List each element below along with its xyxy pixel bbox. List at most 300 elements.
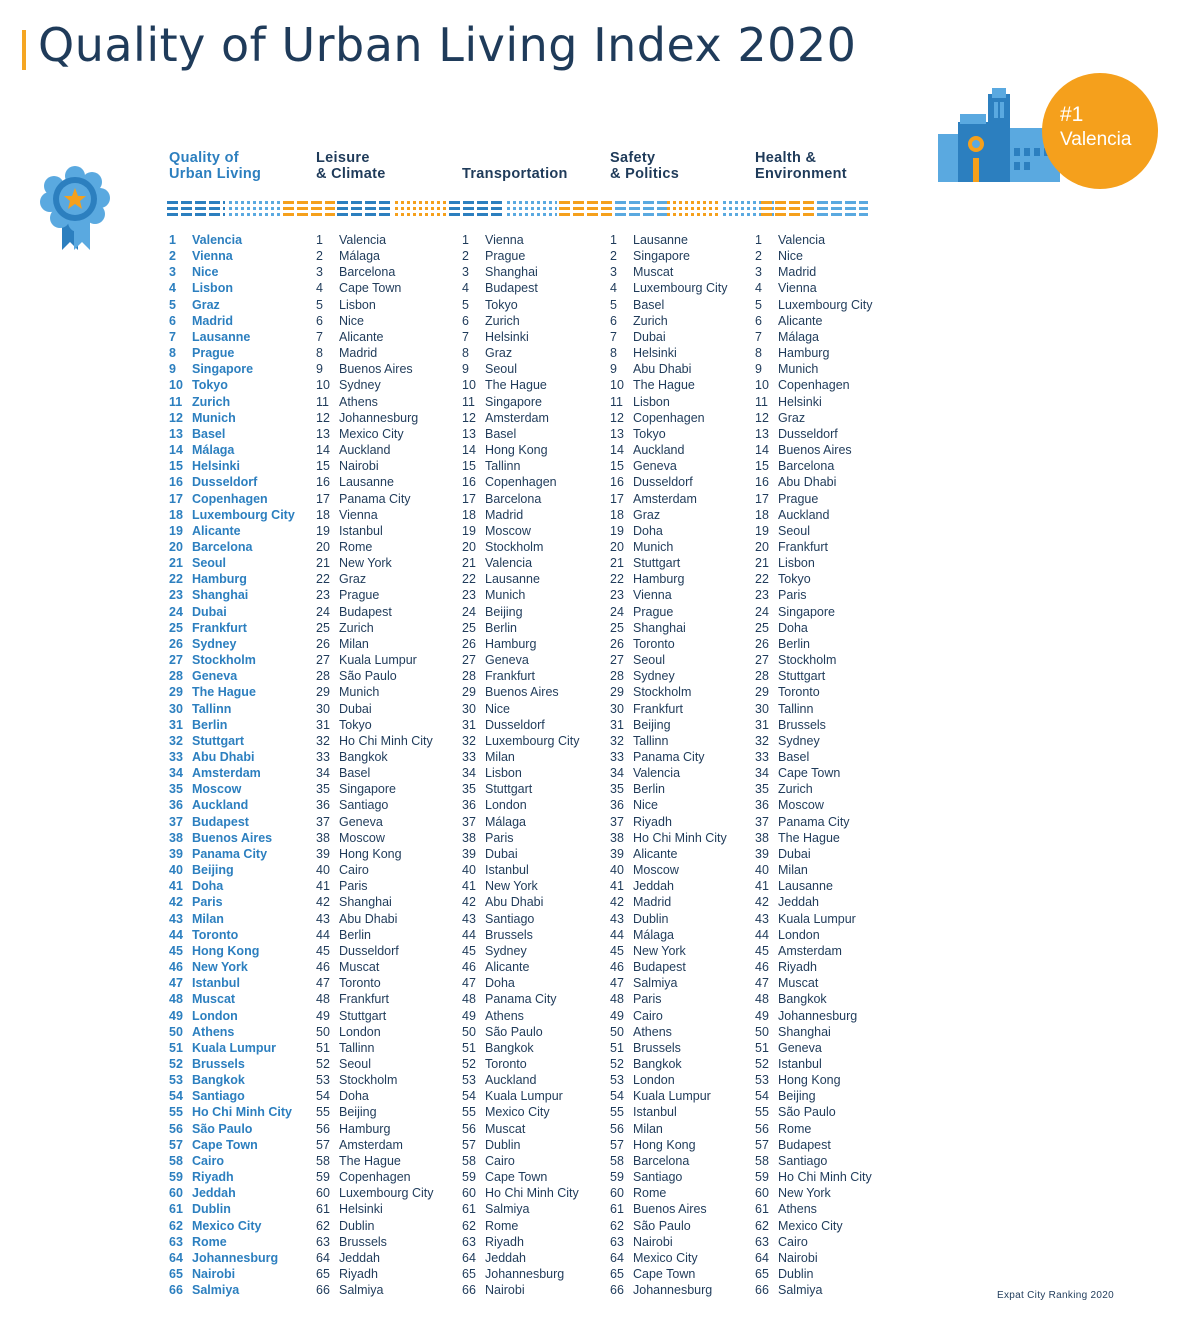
rank-number: 7	[610, 329, 617, 344]
rank-number: 21	[169, 556, 183, 571]
rank-number: 9	[755, 362, 762, 377]
rank-number: 66	[169, 1283, 183, 1298]
city-name: Berlin	[633, 782, 665, 797]
rank-number: 41	[462, 879, 476, 894]
rank-number: 11	[316, 394, 329, 409]
city-name: Lisbon	[192, 281, 233, 296]
city-name: Munich	[339, 685, 380, 700]
rank-number: 30	[755, 701, 769, 716]
rank-number: 11	[462, 394, 475, 409]
rank-number: 27	[316, 653, 330, 668]
city-name: Madrid	[485, 507, 524, 522]
city-name: Stockholm	[485, 539, 544, 554]
rank-number: 33	[755, 750, 769, 764]
rank-number: 40	[462, 863, 476, 878]
rank-number: 1	[610, 233, 617, 247]
rank-number: 50	[462, 1024, 476, 1039]
city-name: Geneva	[778, 1040, 822, 1055]
rank-number: 13	[316, 426, 330, 441]
city-name: Valencia	[485, 556, 533, 571]
rank-number: 37	[316, 814, 330, 829]
city-name: Cairo	[778, 1234, 808, 1249]
rank-number: 58	[755, 1153, 769, 1168]
rank-number: 30	[316, 701, 330, 716]
city-name: Dusseldorf	[633, 475, 693, 490]
city-name: Budapest	[633, 960, 686, 975]
rank-number: 1	[169, 233, 176, 247]
rank-number: 14	[169, 443, 183, 458]
city-name: Riyadh	[192, 1170, 234, 1185]
city-name: Helsinki	[778, 394, 822, 409]
city-name: Berlin	[339, 927, 371, 942]
rank-number: 55	[462, 1105, 476, 1120]
rank-number: 42	[316, 895, 330, 910]
rank-number: 38	[755, 830, 769, 845]
city-name: Doha	[778, 620, 808, 635]
rank-number: 47	[316, 976, 330, 991]
city-name: Budapest	[339, 604, 392, 619]
rank-number: 26	[316, 636, 330, 651]
rank-number: 29	[610, 685, 624, 700]
rank-number: 6	[755, 313, 762, 328]
rank-number: 18	[316, 507, 330, 522]
rank-number: 59	[462, 1170, 476, 1185]
city-name: Alicante	[633, 846, 678, 861]
rank-number: 2	[462, 249, 469, 264]
rank-number: 52	[462, 1056, 476, 1071]
rank-number: 21	[755, 556, 769, 571]
rank-number: 35	[755, 782, 769, 797]
city-name: Amsterdam	[339, 1137, 403, 1152]
city-name: Vienna	[192, 249, 233, 264]
city-name: Santiago	[633, 1170, 683, 1185]
rank-number: 8	[316, 346, 323, 361]
rank-number: 39	[462, 846, 476, 861]
city-name: Dubai	[633, 329, 666, 344]
city-name: Frankfurt	[485, 669, 536, 684]
city-name: Beijing	[778, 1089, 816, 1104]
city-name: Kuala Lumpur	[778, 911, 856, 926]
city-name: Buenos Aires	[339, 362, 413, 377]
city-name: Shanghai	[633, 620, 686, 635]
city-name: Singapore	[485, 394, 542, 409]
rank-number: 9	[610, 362, 617, 377]
rank-number: 10	[462, 378, 476, 393]
city-name: Jeddah	[192, 1186, 236, 1201]
city-name: Paris	[633, 992, 662, 1007]
city-name: Helsinki	[485, 329, 529, 344]
city-name: Stockholm	[778, 653, 837, 668]
rank-number: 46	[462, 960, 476, 975]
city-name: São Paulo	[633, 1218, 691, 1233]
city-name: Athens	[633, 1024, 672, 1039]
city-name: Hamburg	[192, 572, 247, 587]
city-name: Kuala Lumpur	[339, 653, 417, 668]
decorative-pattern-strip	[167, 199, 868, 217]
city-name: Salmiya	[778, 1283, 823, 1298]
rank-number: 18	[610, 507, 624, 522]
city-name: Rome	[192, 1234, 227, 1249]
rank-number: 51	[610, 1040, 624, 1055]
rank-number: 41	[610, 879, 624, 894]
rank-number: 66	[462, 1283, 476, 1298]
city-name: Alicante	[778, 313, 823, 328]
city-name: Johannesburg	[778, 1008, 858, 1023]
rank-number: 16	[316, 475, 330, 490]
city-name: Paris	[192, 895, 223, 910]
city-name: Istanbul	[633, 1105, 677, 1120]
rank-number: 55	[755, 1105, 769, 1120]
rank-number: 28	[462, 669, 476, 684]
city-name: Graz	[633, 507, 661, 522]
rank-number: 41	[169, 879, 183, 894]
rank-number: 32	[462, 733, 476, 748]
rank-number: 42	[169, 895, 183, 910]
city-name: Copenhagen	[778, 378, 850, 393]
rank-number: 25	[755, 620, 769, 635]
rank-number: 31	[169, 717, 183, 732]
city-name: Madrid	[192, 313, 233, 328]
city-name: Bangkok	[485, 1040, 534, 1055]
city-name: Johannesburg	[339, 410, 419, 425]
rank-number: 22	[755, 572, 769, 587]
rank-number: 36	[462, 798, 476, 813]
rank-number: 53	[755, 1073, 769, 1088]
city-name: Dusseldorf	[192, 475, 258, 490]
rank-number: 28	[316, 669, 330, 684]
rank-number: 45	[610, 943, 624, 958]
rank-number: 27	[169, 653, 183, 668]
rank-number: 20	[755, 539, 769, 554]
rank-number: 12	[610, 410, 624, 425]
rank-number: 62	[755, 1218, 769, 1233]
rank-number: 16	[462, 475, 476, 490]
city-name: Milan	[778, 863, 808, 878]
rank-number: 32	[610, 733, 624, 748]
city-name: Vienna	[485, 233, 524, 247]
city-name: Budapest	[192, 814, 249, 829]
city-name: Cape Town	[485, 1170, 548, 1185]
rank-number: 10	[316, 378, 330, 393]
city-name: Prague	[192, 346, 235, 361]
city-name: Munich	[778, 362, 819, 377]
city-name: Valencia	[339, 233, 387, 247]
city-name: Tokyo	[633, 426, 666, 441]
city-name: Brussels	[778, 717, 826, 732]
rank-number: 35	[610, 782, 624, 797]
rank-number: 39	[169, 846, 183, 861]
city-name: Tallinn	[778, 701, 814, 716]
rank-number: 23	[316, 588, 330, 603]
city-name: Copenhagen	[633, 410, 705, 425]
rank-number: 40	[316, 863, 330, 878]
rank-number: 36	[169, 798, 183, 813]
city-name: Madrid	[339, 346, 378, 361]
rank-number: 22	[169, 572, 183, 587]
city-name: The Hague	[485, 378, 547, 393]
city-name: Frankfurt	[192, 620, 247, 635]
city-name: Ho Chi Minh City	[633, 830, 727, 845]
rank-number: 40	[610, 863, 624, 878]
city-name: Cairo	[485, 1153, 515, 1168]
city-name: London	[192, 1008, 238, 1023]
rank-number: 38	[169, 830, 183, 845]
top-rank-label: #1	[1060, 103, 1084, 126]
rank-number: 23	[462, 588, 476, 603]
city-name: Toronto	[192, 927, 239, 942]
rank-number: 44	[169, 927, 183, 942]
rank-number: 47	[755, 976, 769, 991]
city-name: Singapore	[778, 604, 835, 619]
rank-number: 25	[169, 620, 183, 635]
rank-number: 54	[755, 1089, 769, 1104]
city-name: Lausanne	[192, 329, 251, 344]
rank-number: 25	[316, 620, 330, 635]
rank-number: 17	[610, 491, 624, 506]
city-name: The Hague	[633, 378, 695, 393]
city-name: Munich	[633, 539, 674, 554]
city-name: Cairo	[633, 1008, 663, 1023]
city-name: Hong Kong	[485, 443, 548, 458]
rank-number: 6	[316, 313, 323, 328]
city-name: Tallinn	[485, 459, 521, 474]
rank-number: 32	[755, 733, 769, 748]
city-name: Dubai	[339, 701, 372, 716]
rank-number: 8	[462, 346, 469, 361]
rank-number: 30	[462, 701, 476, 716]
rank-number: 44	[610, 927, 624, 942]
rank-number: 62	[610, 1218, 624, 1233]
city-name: Moscow	[339, 830, 385, 845]
city-name: Riyadh	[485, 1234, 524, 1249]
rank-number: 52	[169, 1056, 183, 1071]
city-name: Lausanne	[485, 572, 540, 587]
city-name: Istanbul	[339, 523, 383, 538]
rank-number: 6	[610, 313, 617, 328]
city-name: Málaga	[778, 329, 819, 344]
city-name: Lausanne	[339, 475, 394, 490]
city-name: Hamburg	[485, 636, 537, 651]
city-name: Auckland	[192, 798, 249, 813]
city-name: Milan	[633, 1121, 663, 1136]
rank-number: 53	[169, 1073, 183, 1088]
rank-number: 21	[610, 556, 624, 571]
city-name: Abu Dhabi	[778, 475, 837, 490]
city-name: Vienna	[633, 588, 672, 603]
city-name: Valencia	[192, 233, 243, 247]
city-name: Santiago	[485, 911, 535, 926]
rank-number: 63	[462, 1234, 476, 1249]
city-name: Dusseldorf	[778, 426, 838, 441]
rank-number: 48	[755, 992, 769, 1007]
rank-number: 58	[610, 1153, 624, 1168]
rank-number: 45	[755, 943, 769, 958]
rank-number: 20	[169, 539, 183, 554]
city-name: Dusseldorf	[339, 943, 399, 958]
city-name: Tallinn	[633, 733, 669, 748]
rank-number: 51	[316, 1040, 330, 1055]
rank-number: 52	[316, 1056, 330, 1071]
city-name: Amsterdam	[778, 943, 842, 958]
rank-number: 15	[169, 459, 183, 474]
city-name: Valencia	[633, 766, 681, 781]
rank-number: 4	[755, 281, 762, 296]
rank-number: 32	[169, 733, 183, 748]
city-name: Munich	[485, 588, 526, 603]
city-name: Luxembourg City	[339, 1186, 434, 1201]
rank-number: 57	[610, 1137, 624, 1152]
city-name: Johannesburg	[192, 1250, 279, 1265]
city-name: Hamburg	[778, 346, 830, 361]
city-name: Tokyo	[339, 717, 372, 732]
city-name: Buenos Aires	[485, 685, 559, 700]
rank-number: 2	[610, 249, 617, 264]
rank-number: 14	[462, 443, 476, 458]
rank-number: 36	[610, 798, 624, 813]
city-name: Budapest	[485, 281, 538, 296]
city-name: Basel	[778, 750, 810, 764]
rank-number: 49	[610, 1008, 624, 1023]
city-name: Athens	[778, 1202, 817, 1217]
rank-number: 18	[462, 507, 476, 522]
rank-number: 24	[316, 604, 330, 619]
city-name: Rome	[633, 1186, 667, 1201]
rank-number: 48	[316, 992, 330, 1007]
rank-number: 28	[755, 669, 769, 684]
rank-number: 50	[755, 1024, 769, 1039]
city-name: Nice	[339, 313, 365, 328]
rank-number: 7	[316, 329, 323, 344]
rank-number: 5	[169, 297, 176, 312]
city-name: Ho Chi Minh City	[192, 1105, 292, 1120]
rank-number: 24	[169, 604, 183, 619]
city-name: Stockholm	[192, 653, 256, 668]
rank-number: 56	[610, 1121, 624, 1136]
rank-number: 34	[610, 766, 624, 781]
rank-number: 51	[462, 1040, 476, 1055]
rank-number: 34	[316, 766, 330, 781]
rank-number: 59	[316, 1170, 330, 1185]
rank-number: 49	[169, 1008, 183, 1023]
rank-number: 37	[169, 814, 183, 829]
city-name: Kuala Lumpur	[192, 1040, 277, 1055]
rank-number: 57	[462, 1137, 476, 1152]
rank-number: 11	[169, 394, 183, 409]
rank-number: 24	[462, 604, 476, 619]
city-name: Vienna	[339, 507, 378, 522]
rank-number: 61	[610, 1202, 624, 1217]
city-name: Milan	[485, 750, 515, 764]
rank-number: 49	[755, 1008, 769, 1023]
rank-number: 20	[462, 539, 476, 554]
city-name: Moscow	[633, 863, 679, 878]
city-name: Auckland	[778, 507, 830, 522]
city-name: Frankfurt	[339, 992, 390, 1007]
city-name: Mexico City	[778, 1218, 843, 1233]
rank-number: 3	[755, 265, 762, 280]
city-name: Milan	[192, 911, 224, 926]
city-name: Jeddah	[633, 879, 675, 894]
rank-number: 64	[755, 1250, 769, 1265]
city-name: Panama City	[192, 846, 268, 861]
rank-number: 50	[316, 1024, 330, 1039]
city-name: Jeddah	[339, 1250, 381, 1265]
city-name: Santiago	[778, 1153, 828, 1168]
rank-number: 43	[610, 911, 624, 926]
rank-number: 44	[755, 927, 769, 942]
city-name: Paris	[485, 830, 514, 845]
rank-number: 62	[169, 1218, 183, 1233]
rank-number: 29	[169, 685, 183, 700]
rank-number: 46	[316, 960, 330, 975]
rank-number: 38	[610, 830, 624, 845]
city-name: Valencia	[778, 233, 826, 247]
rank-number: 56	[755, 1121, 769, 1136]
city-name: Dublin	[778, 1267, 814, 1281]
rank-number: 26	[610, 636, 624, 651]
city-name: Jeddah	[485, 1250, 527, 1265]
rank-number: 28	[169, 669, 183, 684]
city-name: Dublin	[485, 1137, 521, 1152]
city-name: Vienna	[778, 281, 817, 296]
city-name: Paris	[339, 879, 368, 894]
rank-number: 37	[462, 814, 476, 829]
rank-number: 30	[169, 701, 183, 716]
rank-number: 64	[462, 1250, 476, 1265]
city-name: Bangkok	[339, 750, 388, 764]
city-name: Berlin	[778, 636, 810, 651]
city-name: Abu Dhabi	[339, 911, 398, 926]
rank-number: 18	[169, 507, 183, 522]
city-name: Alicante	[485, 960, 530, 975]
city-name: Dubai	[485, 846, 518, 861]
city-name: Helsinki	[192, 459, 240, 474]
rank-number: 4	[462, 281, 469, 296]
city-name: New York	[633, 943, 686, 958]
rank-number: 50	[169, 1024, 183, 1039]
rank-number: 51	[169, 1040, 183, 1055]
city-name: Dublin	[633, 911, 669, 926]
rank-number: 15	[462, 459, 476, 474]
rank-number: 19	[316, 523, 330, 538]
header-transportation: Transportation	[462, 166, 568, 182]
city-name: Stockholm	[633, 685, 692, 700]
city-name: São Paulo	[339, 669, 397, 684]
rank-number: 24	[755, 604, 769, 619]
rank-number: 31	[316, 717, 330, 732]
rank-number: 15	[316, 459, 330, 474]
city-name: Nairobi	[192, 1267, 236, 1281]
rank-number: 15	[755, 459, 769, 474]
rank-number: 56	[462, 1121, 476, 1136]
city-name: Hamburg	[633, 572, 685, 587]
city-name: Beijing	[485, 604, 523, 619]
rank-number: 7	[169, 329, 176, 344]
rank-number: 22	[316, 572, 330, 587]
rank-number: 43	[755, 911, 769, 926]
rank-number: 33	[462, 750, 476, 764]
city-name: Basel	[192, 426, 226, 441]
city-name: Santiago	[192, 1089, 245, 1104]
city-name: Lausanne	[778, 879, 833, 894]
city-name: Johannesburg	[633, 1283, 713, 1298]
city-name: Luxembourg City	[485, 733, 580, 748]
city-name: Zurich	[339, 620, 374, 635]
rank-number: 2	[755, 249, 762, 264]
city-name: Johannesburg	[485, 1267, 565, 1281]
city-name: Salmiya	[633, 976, 678, 991]
rank-number: 56	[316, 1121, 330, 1136]
